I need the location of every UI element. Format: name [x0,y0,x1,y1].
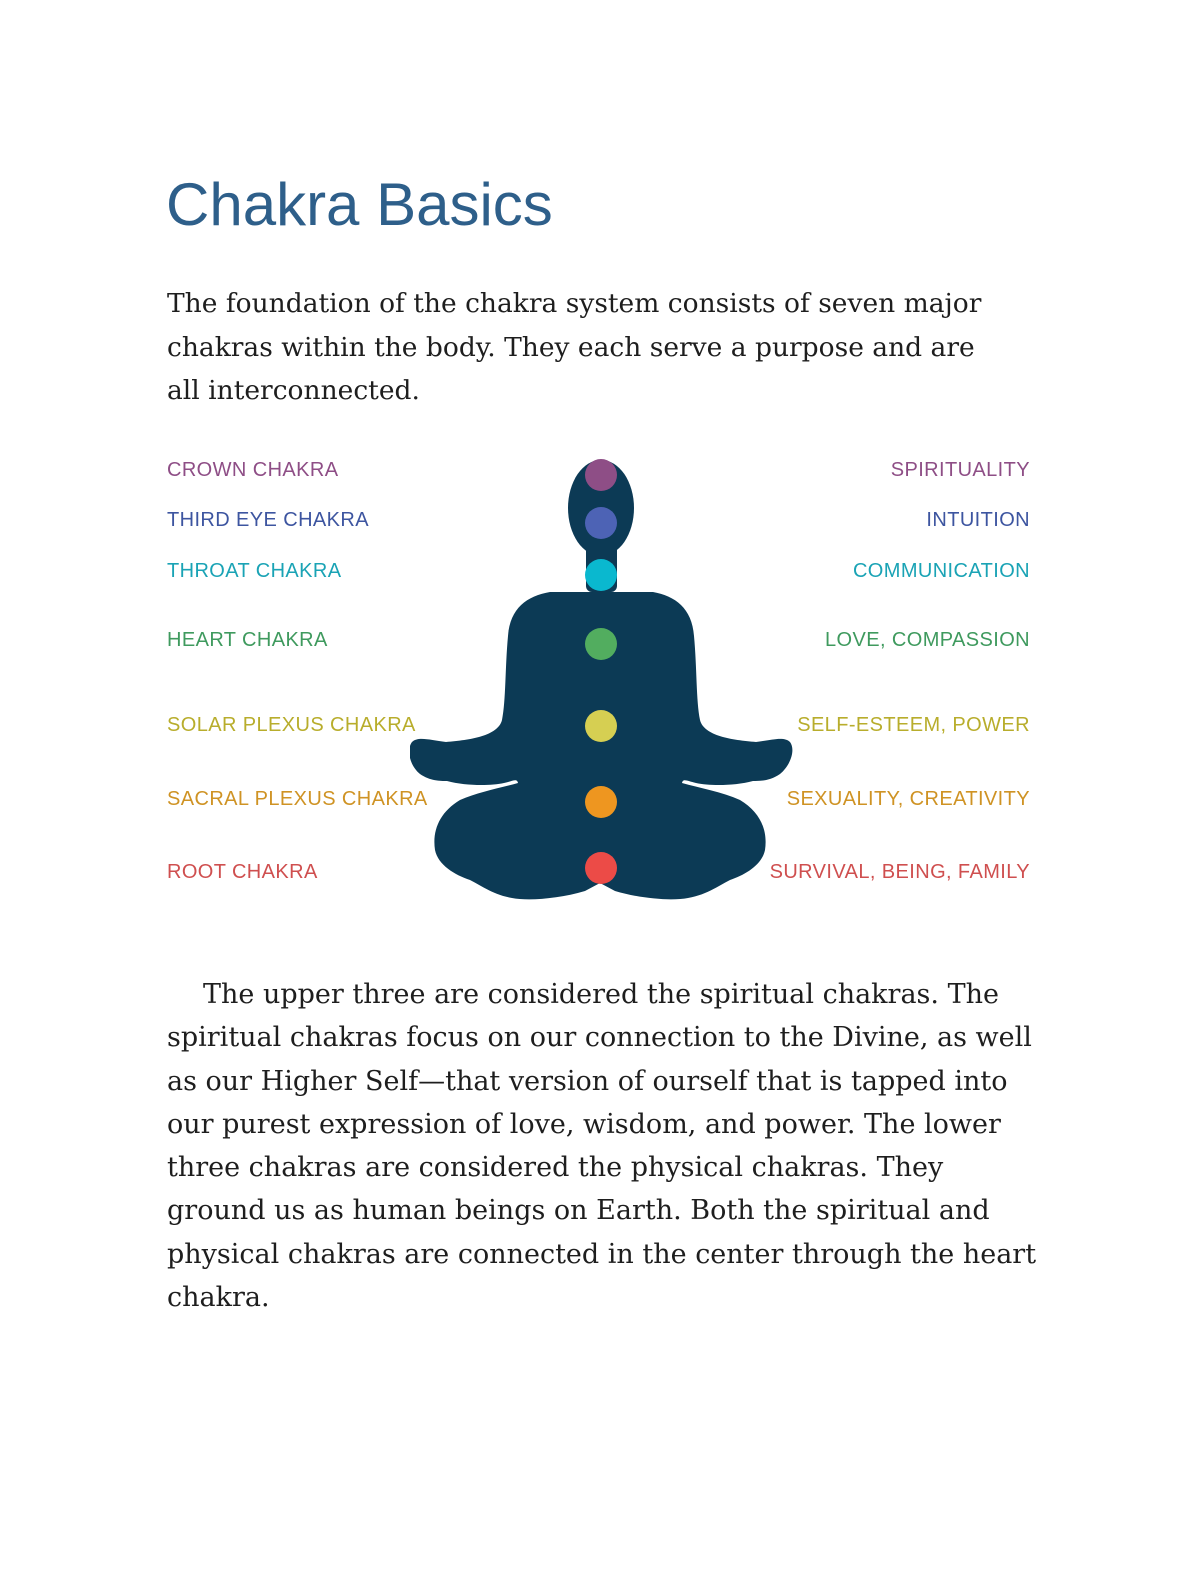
chakra-meaning-third-eye: INTUITION [926,509,1030,531]
chakra-label-third-eye: THIRD EYE CHAKRA [167,509,369,531]
chakra-meaning-crown: SPIRITUALITY [890,459,1030,481]
chakra-label-throat: THROAT CHAKRA [167,560,342,582]
chakra-label-sacral-plexus: SACRAL PLEXUS CHAKRA [167,788,428,810]
page-title: Chakra Basics [166,171,553,238]
chakra-dot-solar-plexus [585,710,617,742]
chakra-label-solar-plexus: SOLAR PLEXUS CHAKRA [167,714,416,736]
chakra-label-heart: HEART CHAKRA [167,629,328,651]
chakra-dot-crown [585,459,617,491]
chakra-meaning-sacral-plexus: SEXUALITY, CREATIVITY [786,788,1030,810]
chakra-label-crown: CROWN CHAKRA [167,459,339,481]
chakra-dot-third-eye [585,507,617,539]
chakra-dot-heart [585,628,617,660]
chakra-dot-sacral-plexus [585,786,617,818]
chakra-meaning-throat: COMMUNICATION [852,560,1030,582]
intro-paragraph: The foundation of the chakra system consists of seven major chakras within the body. They each serve a purpose and are all interconnected. [167,288,982,406]
chakra-label-root: ROOT CHAKRA [167,861,318,883]
chakra-dot-throat [585,559,617,591]
chakra-dot-root [585,852,617,884]
body-paragraph: The upper three are considered the spiritual chakras. The spiritual chakras focus on our connection to the Divine, as well as our Higher Self—that version of ourself that is tapped into our purest expression of love, wisdom, and power. The lower three chakras are considered the physical chakras. They ground us as human beings on Earth. Both the spiritual and physical chakras are connected in the center through the heart chakra. [167,979,1037,1314]
chakra-meaning-heart: LOVE, COMPASSION [825,629,1030,651]
meditation-figure-illustration [410,450,802,905]
chakra-meaning-root: SURVIVAL, BEING, FAMILY [769,861,1030,883]
chakra-meaning-solar-plexus: SELF-ESTEEM, POWER [797,714,1030,736]
